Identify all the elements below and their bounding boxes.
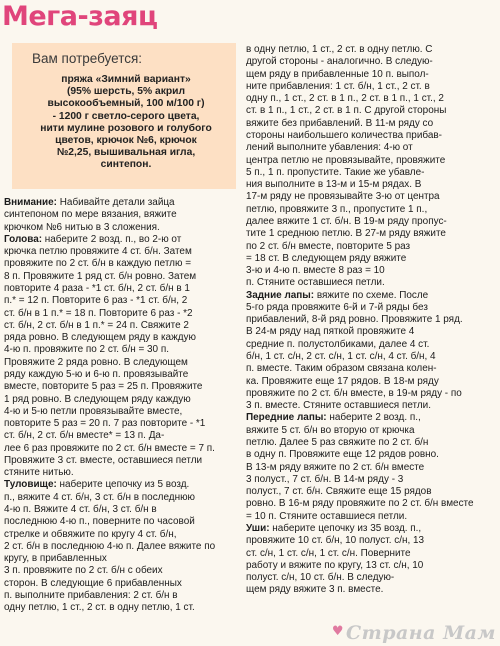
ears-text: наберите цепочку из 35 возд. п., провяжите 10 ст. б/н, 10 полуст. с/н, 13 ст. с/н, 1 ст. с/н, 1 ст. с/н. Поверните работу и вяжите по кругу, 13 ст. с/н, 10 полуст. с/н, 10 ст. б/н. В следую- щем ряду вяжите 3 п. вместе. [246, 522, 425, 596]
ears-paragraph [246, 523, 498, 597]
attention-label: Внимание: [4, 197, 57, 208]
left-column [4, 197, 237, 615]
body-label: Туловище: [4, 479, 57, 491]
body-text: наберите цепочку из 5 возд. п., вяжите 4 ст. б/н, 3 ст. б/н в последнюю 4-ю п. Вяжите 4 ст. б/н, 3 ст. б/н в последнюю 4-ю п., поверните по часовой стрелке и обвяжите по кругу 4 ст. б/н, 2 ст. б/н в последнюю 4-ю п. Далее вяжите по кругу, в прибавленных 3 п. провяжите по 2 ст. б/н с обеих сторон. В следующие 6 прибавленных п. выполните прибавления: 2 ст. б/н в одну петлю, 1 ст., 2 ст. в одну петлю, 1 ст. [4, 479, 216, 614]
ears-label: Уши: [246, 522, 270, 534]
front-legs-text: наберите 2 возд. п., вяжите 5 ст. б/н во вторую от крючка петлю. Далее 5 раз свяжите по 2 ст. б/н в одну п. Провяжите еще 12 рядов ровно. В 13-м ряду вяжите по 2 ст. б/н вместе 3 полуст., 7 ст. б/н. В 14-м ряду - 3 полуст., 7 ст. б/н. Свяжите еще 15 рядов ровно. В 16-м ряду провяжите по 2 ст. б/н вместе = 10 п. Стяните оставшиеся петли. [246, 412, 474, 522]
materials-title: Вам потребуется: [32, 51, 143, 66]
hind-legs-paragraph [246, 290, 498, 413]
front-legs-paragraph [246, 412, 498, 523]
hind-legs-label: Задние лапы: [246, 289, 315, 301]
heart-icon: ♥ [331, 624, 344, 639]
materials-text: пряжа «Зимний вариант» (95% шерсть, 5% акрил высокообъемный, 100 м/100 г) - 1200 г светло-серого цвета, нити мулине розового и голубого цветов, крючок №6, крючок №2,25, вышивальная игла, синтепон. [40, 74, 212, 171]
head-paragraph [4, 234, 237, 480]
watermark-text: Страна Мам [345, 622, 496, 644]
body-paragraph [4, 479, 237, 614]
site-watermark [332, 622, 496, 644]
right-column [246, 44, 498, 597]
page-title: Мега-заяц [2, 1, 158, 32]
attention-text: Набивайте детали зайца синтепоном по мере вязания, вяжите крючком №6 нитью в 3 сложения. [4, 197, 177, 233]
attention-paragraph [4, 197, 237, 234]
body-continued-paragraph: в одну петлю, 1 ст., 2 ст. в одну петлю. С другой стороны - аналогично. В следую- щем ряду в прибавленные 10 п. выпол- ните прибавления: 1 ст. б/н, 1 ст., 2 ст. в одну п., 1 ст., 2 ст. в 1 п., 2 ст. в 1 п., 1 ст., 2 ст. в 1 п., 1 ст., 2 ст. в 1 п. С другой стороны вяжите без прибавлений. В 11-м ряду со стороны наибольшего количества прибав- лений выполните убавления: 4-ю от центра петлю не провязывайте, провяжите 5 п., 1 п. пропустите. Такие же убавле- ния выполните в 13-м и 15-м рядах. В 17-м ряду не провязывайте 3-ю от центра петлю, провяжите 3 п., пропустите 1 п., далее вяжите 1 ст. б/н. В 19-м ряду пропус- тите 1 среднюю петлю. В 27-м ряду вяжите по 2 ст. б/н вместе, повторите 5 раз = 18 ст. В следующем ряду вяжите 3-ю и 4-ю п. вместе 8 раз = 10 п. Стяните оставшиеся петли. [246, 44, 447, 289]
head-label: Голова: [4, 233, 43, 245]
materials-box [12, 43, 236, 189]
hind-legs-text: вяжите по схеме. После 5-го ряда провяжите 6-й и 7-й ряды без прибавлений, 8-й ряд ровно. Провяжите 1 ряд. В 24-м ряду над пяткой провяжите 4 средние п. полустолбиками, далее 4 ст. б/н, 1 ст. с/н, 2 ст. с/н, 1 ст. с/н, 4 ст. б/н, 4 п. вместе. Таким образом связана колен- ка. Провяжите еще 17 рядов. В 18-м ряду провяжите по 2 ст. б/н вместе, в 19-м ряду - по 3 п. вместе. Стяните оставшиеся петли. [246, 289, 463, 412]
head-text: наберите 2 возд. п., во 2-ю от крючка петлю провяжите 4 ст. б/н. Затем провяжите по 2 ст. б/н в каждую петлю = 8 п. Провяжите 1 ряд ст. б/н ровно. Затем повторите 4 раза - *1 ст. б/н, 2 ст. б/н в 1 п.* = 12 п. Повторите 6 раз - *1 ст. б/н, 2 ст. б/н в 1 п.* = 18 п. Повторите 6 раз - *2 ст. б/н, 2 ст. б/н в 1 п.* = 24 п. Свяжите 2 ряда ровно. В следующем ряду в каждую 4-ю п. провяжите по 2 ст. б/н = 30 п. Провяжите 2 ряда ровно. В следующем ряду каждую 5-ю и 6-ю п. провязывайте вместе, повторите 5 раз = 25 п. Провяжите 1 ряд ровно. В следующем ряду каждую 4-ю и 5-ю петли провязывайте вместе, повторите 5 раз = 20 п. 7 раз повторите - *1 ст. б/н, 2 ст. б/н вместе* = 13 п. Да- лее 6 раз провяжите по 2 ст. б/н вместе = 7 п. Провяжите 3 ст. вместе, оставшиеся петли стяните нитью. [4, 233, 215, 479]
front-legs-label: Передние лапы: [246, 412, 327, 424]
